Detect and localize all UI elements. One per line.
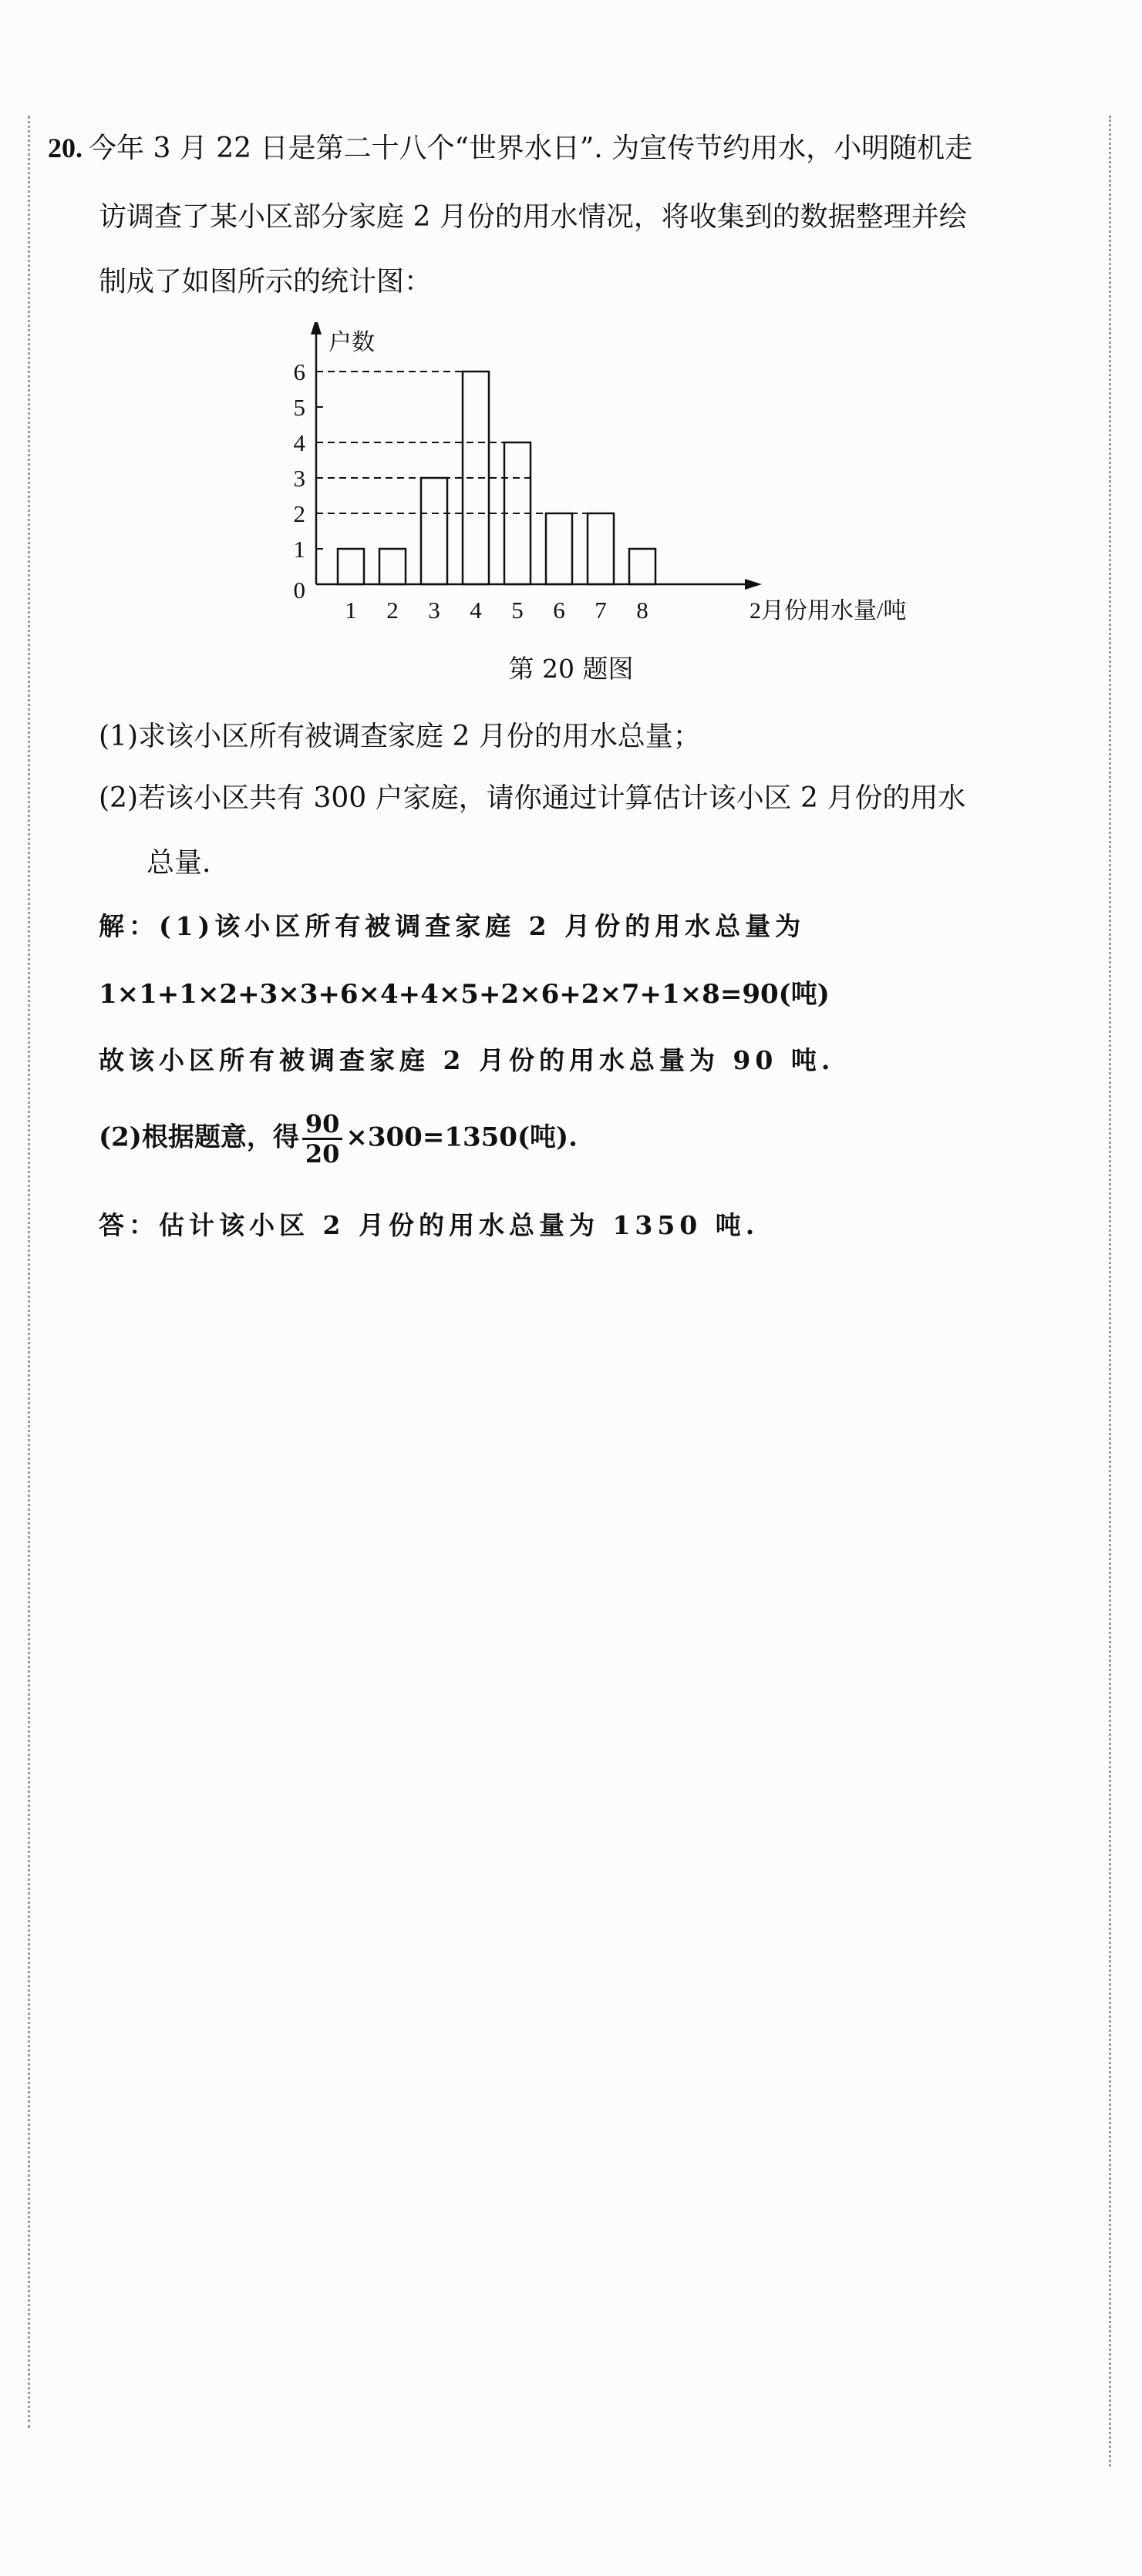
x-axis-arrow — [745, 579, 762, 590]
left-margin-line — [28, 116, 30, 2428]
y-tick-label-1: 1 — [293, 536, 305, 563]
part-2-question-line-2: 总量. — [147, 847, 211, 879]
figure-caption: 第 20 题图 — [508, 654, 634, 684]
answer-calculation: 1×1+1×2+3×3+6×4+4×5+2×6+2×7+1×8=90(吨) — [99, 979, 830, 1010]
bar-1 — [338, 549, 364, 584]
question-line-1 — [48, 129, 972, 167]
question-number: 20. — [48, 133, 83, 163]
question-line-2: 访调查了某小区部分家庭 2 月份的用水情况，将收集到的数据整理并绘 — [99, 201, 967, 233]
answer-part-2-suffix: ×300=1350(吨). — [345, 1122, 578, 1153]
x-tick-label-2: 2 — [386, 597, 399, 624]
x-axis-label: 2月份用水量/吨 — [750, 598, 907, 624]
x-tick-label-5: 5 — [511, 597, 524, 624]
x-tick-label-8: 8 — [636, 597, 648, 624]
y-tick-label-5: 5 — [293, 394, 305, 421]
fraction-numerator: 90 — [302, 1110, 343, 1140]
answer-conclusion: 答：估计该小区 2 月份的用水总量为 1350 吨. — [99, 1210, 760, 1240]
x-tick-label-6: 6 — [553, 597, 565, 624]
y-axis-arrow — [311, 322, 322, 335]
question-line-3: 制成了如图所示的统计图： — [99, 266, 433, 298]
question-text-1: 今年 3 月 22 日是第二十八个“世界水日”. 为宣传节约用水，小明随机走 — [89, 133, 973, 164]
y-tick-label-6: 6 — [293, 358, 305, 385]
bar-7 — [588, 513, 614, 584]
water-usage-bar-chart — [270, 322, 910, 631]
x-tick-label-1: 1 — [345, 597, 357, 624]
part-1-question: (1)求该小区所有被调查家庭 2 月份的用水总量； — [99, 721, 701, 752]
y-tick-label-2: 2 — [293, 500, 305, 527]
origin-label: 0 — [293, 577, 305, 604]
answer-fraction — [302, 1110, 343, 1168]
bar-3 — [421, 478, 447, 584]
bar-2 — [379, 549, 406, 584]
answer-line-1: 解：(1)该小区所有被调查家庭 2 月份的用水总量为 — [99, 911, 806, 941]
x-tick-label-7: 7 — [595, 597, 607, 624]
part-2-question-line-1: (2)若该小区共有 300 户家庭，请你通过计算估计该小区 2 月份的用水 — [99, 782, 966, 814]
answer-part-2-prefix: (2)根据题意，得 — [99, 1122, 299, 1153]
y-tick-label-4: 4 — [293, 429, 305, 456]
answer-part-2 — [99, 1110, 578, 1168]
y-tick-label-3: 3 — [293, 465, 305, 492]
y-axis-label: 户数 — [328, 330, 375, 355]
bar-6 — [546, 513, 572, 584]
answer-line-3: 故该小区所有被调查家庭 2 月份的用水总量为 90 吨. — [99, 1045, 835, 1075]
chart-labels — [294, 330, 907, 624]
right-margin-line — [1109, 116, 1111, 2467]
x-tick-label-3: 3 — [428, 597, 440, 624]
x-tick-label-4: 4 — [470, 597, 482, 624]
fraction-denominator: 20 — [305, 1139, 340, 1169]
chart-dashed-lines — [316, 372, 614, 513]
bar-8 — [629, 549, 655, 584]
